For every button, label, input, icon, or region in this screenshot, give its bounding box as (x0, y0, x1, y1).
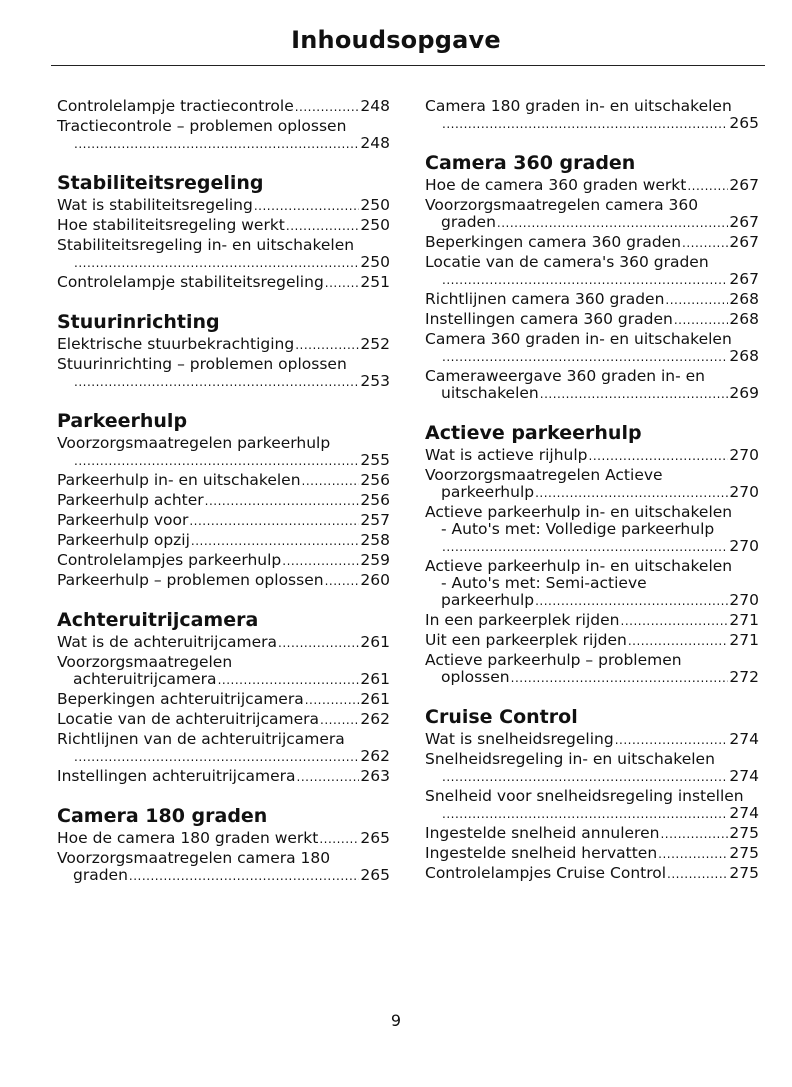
toc-entry-text: Locatie van de achteruitrijcamera (57, 710, 319, 728)
dot-leader (320, 712, 359, 729)
toc-entry[interactable] (57, 572, 390, 590)
toc-entry-text: Stabiliteitsregeling in- en uitschakelen (57, 236, 355, 254)
toc-entry-text: In een parkeerplek rijden (425, 611, 620, 629)
toc-entry[interactable] (57, 336, 390, 354)
toc-entry-text: Tractiecontrole – problemen oplossen (57, 117, 347, 135)
dot-leader (282, 553, 359, 570)
dot-leader (621, 613, 729, 630)
dot-leader (74, 374, 359, 391)
dot-leader (189, 513, 359, 530)
dot-leader (319, 831, 359, 848)
toc-entry-text: Uit een parkeerplek rijden (425, 631, 627, 649)
dot-leader (497, 215, 728, 232)
toc-entry[interactable] (57, 217, 390, 235)
toc-entry-page: 272 (729, 668, 759, 686)
toc-entry-text: Ingestelde snelheid hervatten (425, 844, 658, 862)
toc-entry[interactable] (57, 654, 390, 689)
dot-leader (295, 99, 360, 116)
toc-entry[interactable] (57, 237, 390, 272)
toc-entry-text: Hoe de camera 360 graden werkt (425, 176, 687, 194)
toc-entry-text: Beperkingen achteruitrijcamera (57, 690, 304, 708)
toc-entry-page: 250 (360, 216, 390, 234)
toc-entry-page: 262 (360, 747, 390, 765)
toc-entry-page: 257 (360, 511, 390, 529)
toc-entry-text: graden (73, 866, 128, 884)
toc-entry-page: 267 (729, 213, 759, 231)
toc-entry-page: 256 (360, 491, 390, 509)
toc-entry-text: Wat is snelheidsregeling (425, 730, 614, 748)
toc-entry[interactable] (425, 612, 759, 630)
toc-entry-page: 261 (360, 670, 390, 688)
toc-entry-page: 261 (360, 690, 390, 708)
toc-entry[interactable] (425, 254, 759, 289)
toc-entry[interactable] (57, 634, 390, 652)
toc-entry-text: Controlelampje stabiliteitsregeling (57, 273, 324, 291)
toc-entry-text: Voorzorgsmaatregelen camera 360 (425, 196, 699, 214)
toc-entry[interactable] (425, 504, 759, 556)
dot-leader (129, 868, 359, 885)
toc-entry-text: Snelheidsregeling in- en uitschakelen (425, 750, 715, 768)
toc-entry-page: 252 (360, 335, 390, 353)
toc-entry-page: 248 (360, 134, 390, 152)
toc-entry-text: Controlelampjes parkeerhulp (57, 551, 282, 569)
toc-entry-page: 269 (729, 384, 759, 402)
toc-entry-text: Actieve parkeerhulp in- en uitschakelen (425, 503, 733, 521)
section-heading-stuurinrichting: Stuurinrichting (57, 311, 220, 333)
toc-entry[interactable] (425, 368, 759, 403)
dot-leader (325, 573, 360, 590)
toc-entry[interactable] (425, 558, 759, 610)
toc-entry-page: 251 (360, 273, 390, 291)
toc-entry[interactable] (425, 731, 759, 749)
toc-entry-text: Beperkingen camera 360 graden (425, 233, 682, 251)
toc-entry-page: 265 (729, 114, 759, 132)
toc-entry-page: 275 (729, 824, 759, 842)
title-divider (51, 65, 765, 66)
dot-leader (511, 670, 729, 687)
toc-entry-page: 271 (729, 611, 759, 629)
toc-entry-text: Voorzorgsmaatregelen parkeerhulp (57, 434, 331, 452)
toc-entry[interactable] (57, 274, 390, 292)
toc-entry-text: uitschakelen (441, 384, 539, 402)
toc-entry[interactable] (57, 197, 390, 215)
toc-column-left (57, 98, 390, 887)
toc-entry[interactable] (425, 788, 759, 823)
dot-leader (74, 255, 359, 272)
toc-entry-text: parkeerhulp (441, 483, 535, 501)
toc-entry[interactable] (57, 356, 390, 391)
dot-leader (74, 136, 359, 153)
toc-entry[interactable] (425, 311, 759, 329)
section-heading-cruise-control: Cruise Control (425, 706, 578, 728)
toc-entry-page: 265 (360, 829, 390, 847)
toc-entry[interactable] (425, 751, 759, 786)
toc-entry[interactable] (425, 845, 759, 863)
toc-entry-text: Hoe stabiliteitsregeling werkt (57, 216, 285, 234)
toc-entry-text: Wat is de achteruitrijcamera (57, 633, 277, 651)
toc-entry-page: 275 (729, 864, 759, 882)
dot-leader (442, 539, 728, 556)
toc-entry-text: Camera 180 graden in- en uitschakelen (425, 97, 732, 115)
dot-leader (658, 846, 728, 863)
toc-entry[interactable] (57, 768, 390, 786)
toc-entry-text: - Auto's met: Volledige parkeerhulp (441, 520, 715, 538)
toc-entry-text: Ingestelde snelheid annuleren (425, 824, 660, 842)
toc-entry[interactable] (57, 492, 390, 510)
toc-entry-text: Richtlijnen camera 360 graden (425, 290, 665, 308)
section-heading-camera-180-graden: Camera 180 graden (57, 805, 268, 827)
toc-entry-text: Voorzorgsmaatregelen camera 180 (57, 849, 331, 867)
dot-leader (442, 769, 728, 786)
toc-entry[interactable] (57, 472, 390, 490)
dot-leader (682, 235, 728, 252)
dot-leader (687, 178, 728, 195)
page-number: 9 (390, 1011, 402, 1030)
toc-entry-page: 250 (360, 253, 390, 271)
toc-entry-page: 274 (729, 730, 759, 748)
toc-entry-page: 267 (729, 176, 759, 194)
dot-leader (205, 493, 360, 510)
toc-entry-text: Richtlijnen van de achteruitrijcamera (57, 730, 345, 748)
dot-leader (278, 635, 359, 652)
dot-leader (540, 386, 729, 403)
toc-entry-text: Voorzorgsmaatregelen Actieve (425, 466, 663, 484)
toc-entry[interactable] (57, 552, 390, 570)
section-heading-camera-360-graden: Camera 360 graden (425, 152, 636, 174)
toc-entry-page: 275 (729, 844, 759, 862)
toc-entry-page: 267 (729, 233, 759, 251)
toc-entry-page: 270 (729, 483, 759, 501)
dot-leader (74, 453, 359, 470)
toc-entry-page: 263 (360, 767, 390, 785)
toc-entry-page: 260 (360, 571, 390, 589)
toc-entry-text: Wat is actieve rijhulp (425, 446, 588, 464)
toc-entry[interactable] (425, 331, 759, 366)
toc-entry[interactable] (425, 98, 759, 133)
dot-leader (442, 116, 728, 133)
dot-leader (535, 485, 728, 502)
dot-leader (297, 769, 360, 786)
toc-entry-page: 270 (729, 537, 759, 555)
toc-entry[interactable] (425, 652, 759, 687)
toc-entry-page: 265 (360, 866, 390, 884)
toc-entry-page: 274 (729, 767, 759, 785)
toc-entry-text: Parkeerhulp voor (57, 511, 189, 529)
dot-leader (535, 593, 728, 610)
toc-entry[interactable] (57, 435, 390, 470)
toc-entry-page: 270 (729, 591, 759, 609)
dot-leader (615, 732, 729, 749)
dot-leader (442, 349, 728, 366)
toc-entry[interactable] (425, 197, 759, 232)
toc-entry[interactable] (425, 291, 759, 309)
toc-entry-text: oplossen (441, 668, 510, 686)
toc-entry[interactable] (57, 731, 390, 766)
toc-entry-text: Stuurinrichting – problemen oplossen (57, 355, 347, 373)
toc-entry-page: 255 (360, 451, 390, 469)
dot-leader (74, 749, 359, 766)
dot-leader (628, 633, 729, 650)
dot-leader (442, 806, 728, 823)
dot-leader (295, 337, 359, 354)
toc-entry-text: Instellingen camera 360 graden (425, 310, 673, 328)
toc-entry-text: Parkeerhulp achter (57, 491, 204, 509)
toc-entry-page: 253 (360, 372, 390, 390)
toc-entry-text: Elektrische stuurbekrachtiging (57, 335, 295, 353)
toc-entry-text: Voorzorgsmaatregelen (57, 653, 233, 671)
toc-entry[interactable] (57, 98, 390, 116)
dot-leader (442, 272, 728, 289)
toc-entry-page: 250 (360, 196, 390, 214)
toc-entry[interactable] (57, 830, 390, 848)
toc-entry-page: 270 (729, 446, 759, 464)
toc-entry-page: 274 (729, 804, 759, 822)
dot-leader (665, 292, 728, 309)
section-heading-parkeerhulp: Parkeerhulp (57, 410, 188, 432)
toc-entry[interactable] (425, 825, 759, 843)
toc-column-right (425, 98, 759, 885)
toc-entry-page: 268 (729, 310, 759, 328)
dot-leader (254, 198, 360, 215)
dot-leader (589, 448, 729, 465)
toc-entry-text: achteruitrijcamera (73, 670, 217, 688)
toc-entry-text: Hoe de camera 180 graden werkt (57, 829, 319, 847)
section-heading-stabiliteitsregeling: Stabiliteitsregeling (57, 172, 264, 194)
toc-entry[interactable] (425, 632, 759, 650)
toc-entry-page: 256 (360, 471, 390, 489)
dot-leader (674, 312, 729, 329)
section-heading-actieve-parkeerhulp: Actieve parkeerhulp (425, 422, 642, 444)
toc-entry-text: Parkeerhulp opzij (57, 531, 190, 549)
toc-entry-text: Instellingen achteruitrijcamera (57, 767, 296, 785)
toc-entry-text: Parkeerhulp in- en uitschakelen (57, 471, 301, 489)
toc-entry-page: 258 (360, 531, 390, 549)
toc-entry-page: 268 (729, 347, 759, 365)
page-title: Inhoudsopgave (291, 26, 501, 54)
toc-entry-text: Cameraweergave 360 graden in- en (425, 367, 706, 385)
dot-leader (305, 692, 360, 709)
toc-entry[interactable] (425, 177, 759, 195)
section-heading-achteruitrijcamera: Achteruitrijcamera (57, 609, 259, 631)
toc-entry-text: Controlelampjes Cruise Control (425, 864, 667, 882)
toc-entry[interactable] (57, 532, 390, 550)
toc-entry-page: 267 (729, 270, 759, 288)
toc-entry-page: 271 (729, 631, 759, 649)
toc-entry-text: Wat is stabiliteitsregeling (57, 196, 253, 214)
dot-leader (325, 275, 360, 292)
dot-leader (191, 533, 359, 550)
toc-entry-page: 259 (360, 551, 390, 569)
dot-leader (286, 218, 360, 235)
toc-entry-text: graden (441, 213, 496, 231)
toc-entry[interactable] (57, 850, 390, 885)
dot-leader (660, 826, 728, 843)
toc-entry[interactable] (57, 691, 390, 709)
toc-entry-text: Controlelampje tractiecontrole (57, 97, 294, 115)
toc-entry-text: Actieve parkeerhulp – problemen (425, 651, 682, 669)
toc-entry-page: 262 (360, 710, 390, 728)
dot-leader (218, 672, 360, 689)
toc-entry-text: - Auto's met: Semi-actieve (441, 574, 647, 592)
dot-leader (302, 473, 360, 490)
toc-entry[interactable] (57, 512, 390, 530)
toc-entry[interactable] (57, 118, 390, 153)
toc-entry-page: 261 (360, 633, 390, 651)
toc-entry-text: Snelheid voor snelheidsregeling instellen (425, 787, 744, 805)
toc-entry-page: 248 (360, 97, 390, 115)
toc-entry-text: Locatie van de camera's 360 graden (425, 253, 709, 271)
toc-entry-text: Camera 360 graden in- en uitschakelen (425, 330, 732, 348)
toc-entry[interactable] (57, 711, 390, 729)
toc-entry-text: Parkeerhulp – problemen oplossen (57, 571, 324, 589)
toc-entry[interactable] (425, 447, 759, 465)
toc-entry[interactable] (425, 234, 759, 252)
toc-entry[interactable] (425, 467, 759, 502)
dot-leader (667, 866, 728, 883)
toc-entry-page: 268 (729, 290, 759, 308)
toc-entry-text: parkeerhulp (441, 591, 535, 609)
toc-entry[interactable] (425, 865, 759, 883)
toc-entry-text: Actieve parkeerhulp in- en uitschakelen (425, 557, 733, 575)
